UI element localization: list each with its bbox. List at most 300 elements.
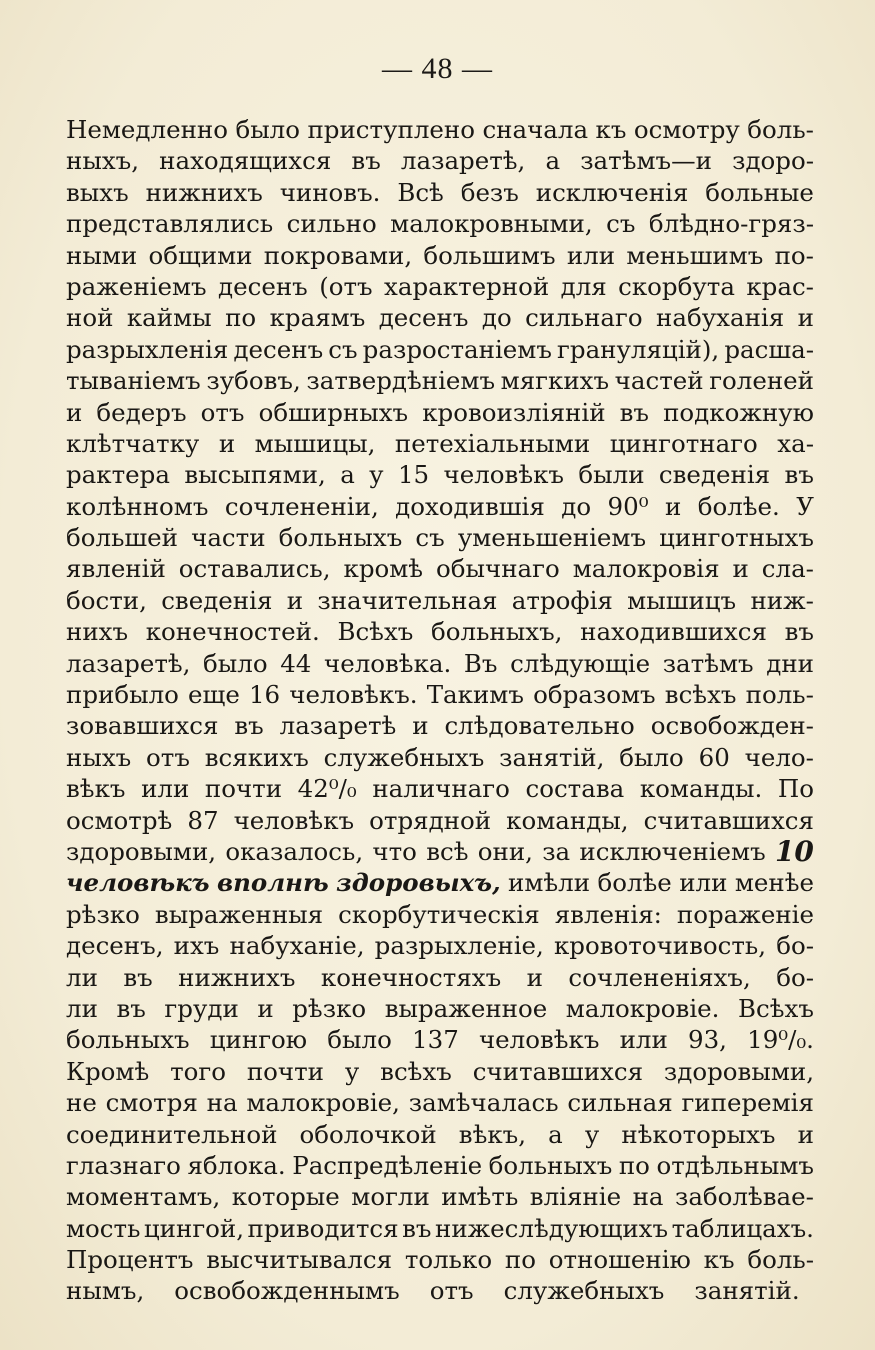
word: 42⁰/₀: [297, 774, 357, 804]
word: десенъ: [378, 303, 469, 333]
word: общими: [148, 240, 253, 270]
word: осмотру: [633, 115, 740, 144]
word: 15: [397, 460, 430, 490]
text-line: [66, 867, 814, 898]
word: состава: [525, 774, 625, 804]
word: и: [732, 554, 749, 584]
word: было: [203, 648, 268, 678]
word: подкожную: [663, 397, 814, 427]
word: оставались,: [178, 554, 331, 584]
word: къ: [595, 115, 627, 144]
word: отношенію: [548, 1245, 691, 1275]
text-line: [66, 993, 814, 1024]
word: вѣкъ: [66, 774, 126, 804]
word: вліяніе: [529, 1182, 622, 1212]
word: были: [578, 460, 645, 490]
word: чело-: [744, 742, 814, 772]
word: въ: [234, 711, 264, 741]
word: цингой,: [143, 1213, 245, 1243]
word: мышицы,: [254, 428, 376, 458]
word: малокровіе,: [246, 1088, 400, 1118]
word: ныхъ: [66, 742, 132, 772]
text-line: [66, 930, 814, 961]
word: сведенія: [658, 460, 771, 490]
word: конечностей.: [145, 617, 320, 647]
word: Распредѣленіе: [292, 1150, 483, 1180]
word: почти: [204, 774, 283, 804]
word: было: [619, 742, 684, 772]
text-line: [66, 773, 814, 804]
word: лазаретѣ,: [66, 648, 191, 678]
word: сла-: [761, 554, 814, 584]
word: въ: [123, 962, 153, 992]
word: кромѣ: [343, 554, 424, 584]
word: больныхъ: [278, 523, 403, 553]
word: малокровными,: [390, 209, 593, 239]
word: находившихся: [580, 617, 767, 647]
word: расша-: [724, 334, 814, 364]
text-line: [66, 334, 814, 365]
word: колѣнномъ: [66, 491, 209, 521]
word: служебныхъ: [503, 1276, 665, 1306]
word: для: [560, 271, 607, 301]
word: образомъ: [533, 680, 656, 710]
word: больныхъ: [66, 1025, 190, 1055]
text-line: [66, 679, 814, 710]
word: считавшихся: [472, 1056, 644, 1086]
word: Всѣхъ: [337, 617, 414, 647]
word: голеней: [709, 366, 814, 396]
word: моментамъ,: [66, 1182, 221, 1212]
text-line: [66, 805, 814, 836]
word: 93,: [687, 1025, 727, 1055]
word: сведенія: [161, 585, 273, 615]
word: болѣе: [597, 868, 672, 898]
word: ихъ: [173, 931, 220, 961]
word: оказалось,: [225, 836, 364, 866]
word: прибыло: [66, 680, 179, 710]
word: значительная: [317, 585, 498, 615]
word: наличнаго: [372, 774, 510, 804]
word: по: [618, 1150, 650, 1180]
word: лазаретѣ,: [400, 146, 526, 176]
word: менѣе: [734, 868, 814, 898]
word: раженіемъ: [66, 271, 207, 301]
word: сначала: [482, 115, 589, 144]
word: слѣдовательно: [444, 711, 635, 741]
word: глазнаго: [66, 1150, 181, 1180]
text-line: [66, 899, 814, 930]
word: зубовъ,: [206, 366, 301, 396]
word: а: [548, 1119, 563, 1149]
word: на: [206, 1088, 238, 1118]
word: у: [344, 1056, 360, 1086]
word: исключеніемъ: [579, 836, 766, 866]
word: лазаретѣ: [279, 711, 397, 741]
word: освобожден-: [650, 711, 814, 741]
word: отрядной: [369, 805, 492, 835]
word: ли: [66, 993, 98, 1023]
word: человѣкъ: [478, 1025, 600, 1055]
word: больные: [705, 177, 814, 207]
word: Процентъ: [66, 1245, 194, 1275]
word: заболѣвае-: [674, 1182, 814, 1212]
word: петехіальными: [394, 428, 591, 458]
text-line: [66, 836, 814, 867]
word: Всѣхъ: [738, 993, 814, 1023]
word: или: [566, 240, 616, 270]
word: человѣка.: [324, 648, 452, 678]
word: Въ: [463, 648, 498, 678]
page-number: — 48 —: [382, 52, 493, 85]
word: служебныхъ: [323, 742, 485, 772]
word: отъ: [429, 1276, 474, 1306]
word: выраженное: [384, 993, 548, 1023]
word: всѣ: [426, 836, 469, 866]
word: покровами,: [263, 240, 413, 270]
text-line: [66, 1181, 814, 1212]
word: набуханія: [656, 303, 785, 333]
word: Такимъ: [426, 680, 524, 710]
word: 19⁰/₀.: [747, 1025, 814, 1055]
word: не: [66, 1088, 97, 1118]
word: десенъ: [233, 334, 324, 364]
word: конечностяхъ: [320, 962, 502, 992]
word: боль-: [747, 1245, 814, 1275]
word: характерной: [384, 271, 550, 301]
word: десенъ: [218, 271, 308, 301]
word: поль-: [745, 680, 814, 710]
word: пораженіе: [676, 899, 814, 929]
word: 44: [280, 648, 312, 678]
word: или: [619, 1025, 668, 1055]
word: сильнаго: [525, 303, 643, 333]
word: отдѣльнымъ: [656, 1150, 814, 1180]
word: ной: [66, 303, 114, 333]
word: съ: [606, 209, 636, 239]
word: находящихся: [159, 146, 332, 176]
word: сочлененіяхъ,: [568, 962, 751, 992]
word: рѣзко: [292, 993, 367, 1023]
text-line: [66, 742, 814, 773]
word: блѣдно-гряз-: [648, 209, 814, 239]
text-line: [66, 585, 814, 616]
word: ли: [66, 962, 98, 992]
word: исключенія: [535, 177, 689, 207]
word: человѣкъ: [66, 868, 210, 898]
word: грануляцій),: [557, 334, 720, 364]
word: имѣть: [441, 1182, 519, 1212]
word: у: [584, 1119, 600, 1149]
word: или: [141, 774, 190, 804]
word: въ: [116, 993, 146, 1023]
word: безъ: [460, 177, 519, 207]
text-line: [66, 553, 814, 584]
word: человѣкъ: [443, 460, 565, 490]
word: таблицахъ.: [671, 1213, 814, 1243]
text-line: [66, 962, 814, 993]
word: смотря: [105, 1088, 198, 1118]
text-line: [66, 1150, 814, 1181]
word: замѣчалась: [408, 1088, 559, 1118]
word: здоровыхъ,: [336, 868, 501, 898]
word: бости,: [66, 585, 147, 615]
word: большимъ: [423, 240, 556, 270]
word: и: [797, 1119, 814, 1149]
word: по: [504, 1245, 536, 1275]
word: того: [170, 1056, 226, 1086]
word: въ: [784, 617, 814, 647]
word: приступлено: [307, 115, 475, 144]
word: ныхъ,: [66, 146, 140, 176]
word: нымъ,: [66, 1276, 145, 1306]
word: частей: [614, 366, 704, 396]
text-line: [66, 459, 814, 490]
word: было: [235, 115, 301, 144]
word: было: [327, 1025, 392, 1055]
word: здоровыми,: [66, 836, 217, 866]
text-line: [66, 271, 814, 302]
word: скорбутическія: [338, 899, 540, 929]
text-line: [66, 648, 814, 679]
text-line: [66, 177, 814, 208]
word: сильно: [286, 209, 377, 239]
word: выраженныя: [154, 899, 324, 929]
word: ными: [66, 240, 138, 270]
word: здоро-: [732, 146, 814, 176]
word: съ: [328, 334, 358, 364]
body-text: [66, 114, 814, 1307]
word: отъ: [200, 397, 245, 427]
word: считавшихся: [643, 805, 814, 835]
word: освобожденнымъ: [174, 1276, 400, 1306]
word: груди: [164, 993, 239, 1023]
word: обычнаго: [436, 554, 560, 584]
word: нижнихъ: [178, 962, 296, 992]
word: вѣкъ,: [458, 1119, 527, 1149]
word: соединительной: [66, 1119, 278, 1149]
word: нихъ: [66, 617, 129, 647]
word: затѣмъ: [662, 648, 754, 678]
text-line: [66, 1024, 814, 1055]
word: могли: [351, 1182, 430, 1212]
word: высчитывался: [206, 1245, 393, 1275]
word: малокровіе.: [565, 993, 720, 1023]
text-line: [66, 397, 814, 428]
word: и: [412, 711, 429, 741]
word: разрыхленія: [66, 334, 229, 364]
word: почти: [246, 1056, 325, 1086]
word: здоровыми,: [663, 1056, 814, 1086]
word: высыпями,: [184, 460, 326, 490]
text-line: [66, 145, 814, 176]
word: по: [225, 303, 257, 333]
word: человѣкъ: [233, 805, 355, 835]
word: въ: [619, 397, 650, 427]
word: мышицъ: [627, 585, 737, 615]
word: атрофія: [511, 585, 613, 615]
word: занятій,: [499, 742, 605, 772]
word: бедеръ: [96, 397, 187, 427]
text-line: [66, 1213, 814, 1244]
word: мягкихъ: [500, 366, 610, 396]
word: меньшимъ: [626, 240, 764, 270]
word: а: [545, 146, 561, 176]
word: доходившія: [395, 491, 545, 521]
word: Всѣ: [397, 177, 444, 207]
word: бо-: [776, 931, 814, 961]
word: до: [561, 491, 592, 521]
word: и: [526, 962, 543, 992]
text-line: [66, 428, 814, 459]
word: 90⁰: [607, 491, 649, 521]
word: 87: [187, 805, 219, 835]
word: большей: [66, 523, 179, 553]
word: въ: [784, 460, 814, 490]
word: явленія:: [554, 899, 662, 929]
word: По: [777, 774, 814, 804]
word: за: [542, 836, 571, 866]
word: 16: [248, 680, 281, 710]
word: они,: [477, 836, 533, 866]
word: зовавшихся: [66, 711, 219, 741]
text-line: [66, 1275, 814, 1306]
word: мость: [66, 1213, 141, 1243]
word: ха-: [777, 428, 814, 458]
word: (отъ: [319, 271, 373, 301]
word: У: [796, 491, 814, 521]
text-line: [66, 114, 814, 145]
word: къ: [703, 1245, 735, 1275]
word: что: [372, 836, 417, 866]
word: сочлененіи,: [224, 491, 379, 521]
word: по-: [774, 240, 814, 270]
word: или: [679, 868, 728, 898]
word: крас-: [746, 271, 814, 301]
text-line: [66, 710, 814, 741]
word: приводится: [247, 1213, 399, 1243]
word: и: [797, 303, 814, 333]
word: всякихъ: [204, 742, 309, 772]
word: каймы: [126, 303, 212, 333]
word: съ: [415, 523, 445, 553]
word: Немедленно: [66, 115, 228, 144]
word: малокровія: [572, 554, 720, 584]
word: еще: [188, 680, 240, 710]
word: нижеслѣдующихъ: [434, 1213, 669, 1243]
word: всѣхъ: [380, 1056, 452, 1086]
word: слѣдующіе: [510, 648, 651, 678]
word: у: [369, 460, 384, 490]
word: представлялись: [66, 209, 274, 239]
word: тываніемъ: [66, 366, 201, 396]
word: разростаніемъ: [362, 334, 552, 364]
word: цинготныхъ: [659, 523, 814, 553]
word: ниж-: [750, 585, 814, 615]
word: чиновъ.: [279, 177, 381, 207]
word: нижнихъ: [145, 177, 263, 207]
word: десенъ,: [66, 931, 164, 961]
word: цинготнаго: [609, 428, 758, 458]
word: больныхъ: [488, 1150, 613, 1180]
word: команды,: [506, 805, 629, 835]
word: рѣзко: [66, 899, 140, 929]
word: всѣхъ: [664, 680, 737, 710]
word: разрыхленіе,: [374, 931, 544, 961]
word: а: [340, 460, 355, 490]
word: затѣмъ—и: [580, 146, 712, 176]
word: которые: [231, 1182, 340, 1212]
text-line: [66, 240, 814, 271]
text-line: [66, 522, 814, 553]
text-line: [66, 1244, 814, 1275]
word: вполнѣ: [216, 868, 329, 898]
word: кровоизліяній: [422, 397, 606, 427]
word: кровоточивость,: [553, 931, 767, 961]
text-line: [66, 1056, 814, 1087]
text-line: [66, 1119, 814, 1150]
word: нѣкоторыхъ: [621, 1119, 776, 1149]
word: Кромѣ: [66, 1056, 150, 1086]
word: осмотрѣ: [66, 805, 173, 835]
word: цингою: [209, 1025, 308, 1055]
word: оболочкой: [299, 1119, 437, 1149]
word: и: [286, 585, 304, 615]
word: въ: [402, 1213, 432, 1243]
word: сильная: [567, 1088, 673, 1118]
text-line: [66, 365, 814, 396]
word: клѣтчатку: [66, 428, 200, 458]
word: только: [404, 1245, 493, 1275]
word: и: [257, 993, 274, 1023]
word: человѣкъ.: [289, 680, 418, 710]
word: 137: [412, 1025, 459, 1055]
word: яблока.: [187, 1150, 286, 1180]
word: части: [191, 523, 266, 553]
word: 60: [698, 742, 730, 772]
word: боль-: [747, 115, 814, 144]
word: бо-: [776, 962, 814, 992]
word: краямъ: [269, 303, 366, 333]
word: больныхъ,: [431, 617, 563, 647]
word: до: [481, 303, 512, 333]
word: и: [664, 491, 682, 521]
text-line: [66, 616, 814, 647]
word: явленій: [66, 554, 166, 584]
word: отъ: [146, 742, 190, 772]
word: затвердѣніемъ: [306, 366, 496, 396]
word: рактера: [66, 460, 170, 490]
word: уменьшеніемъ: [457, 523, 647, 553]
word: и: [66, 397, 83, 427]
text-line: [66, 208, 814, 239]
word: выхъ: [66, 177, 129, 207]
word: занятій.: [694, 1276, 800, 1306]
word: и: [218, 428, 236, 458]
word: въ: [351, 146, 381, 176]
word: скорбута: [618, 271, 735, 301]
word: гиперемія: [681, 1088, 814, 1118]
word: набуханіе,: [229, 931, 365, 961]
word: имѣли: [508, 868, 591, 898]
word: болѣе.: [697, 491, 780, 521]
word: 10: [774, 834, 814, 868]
text-line: [66, 302, 814, 333]
text-line: [66, 491, 814, 522]
word: дни: [766, 648, 814, 678]
word: обширныхъ: [258, 397, 409, 427]
text-line: [66, 1087, 814, 1118]
